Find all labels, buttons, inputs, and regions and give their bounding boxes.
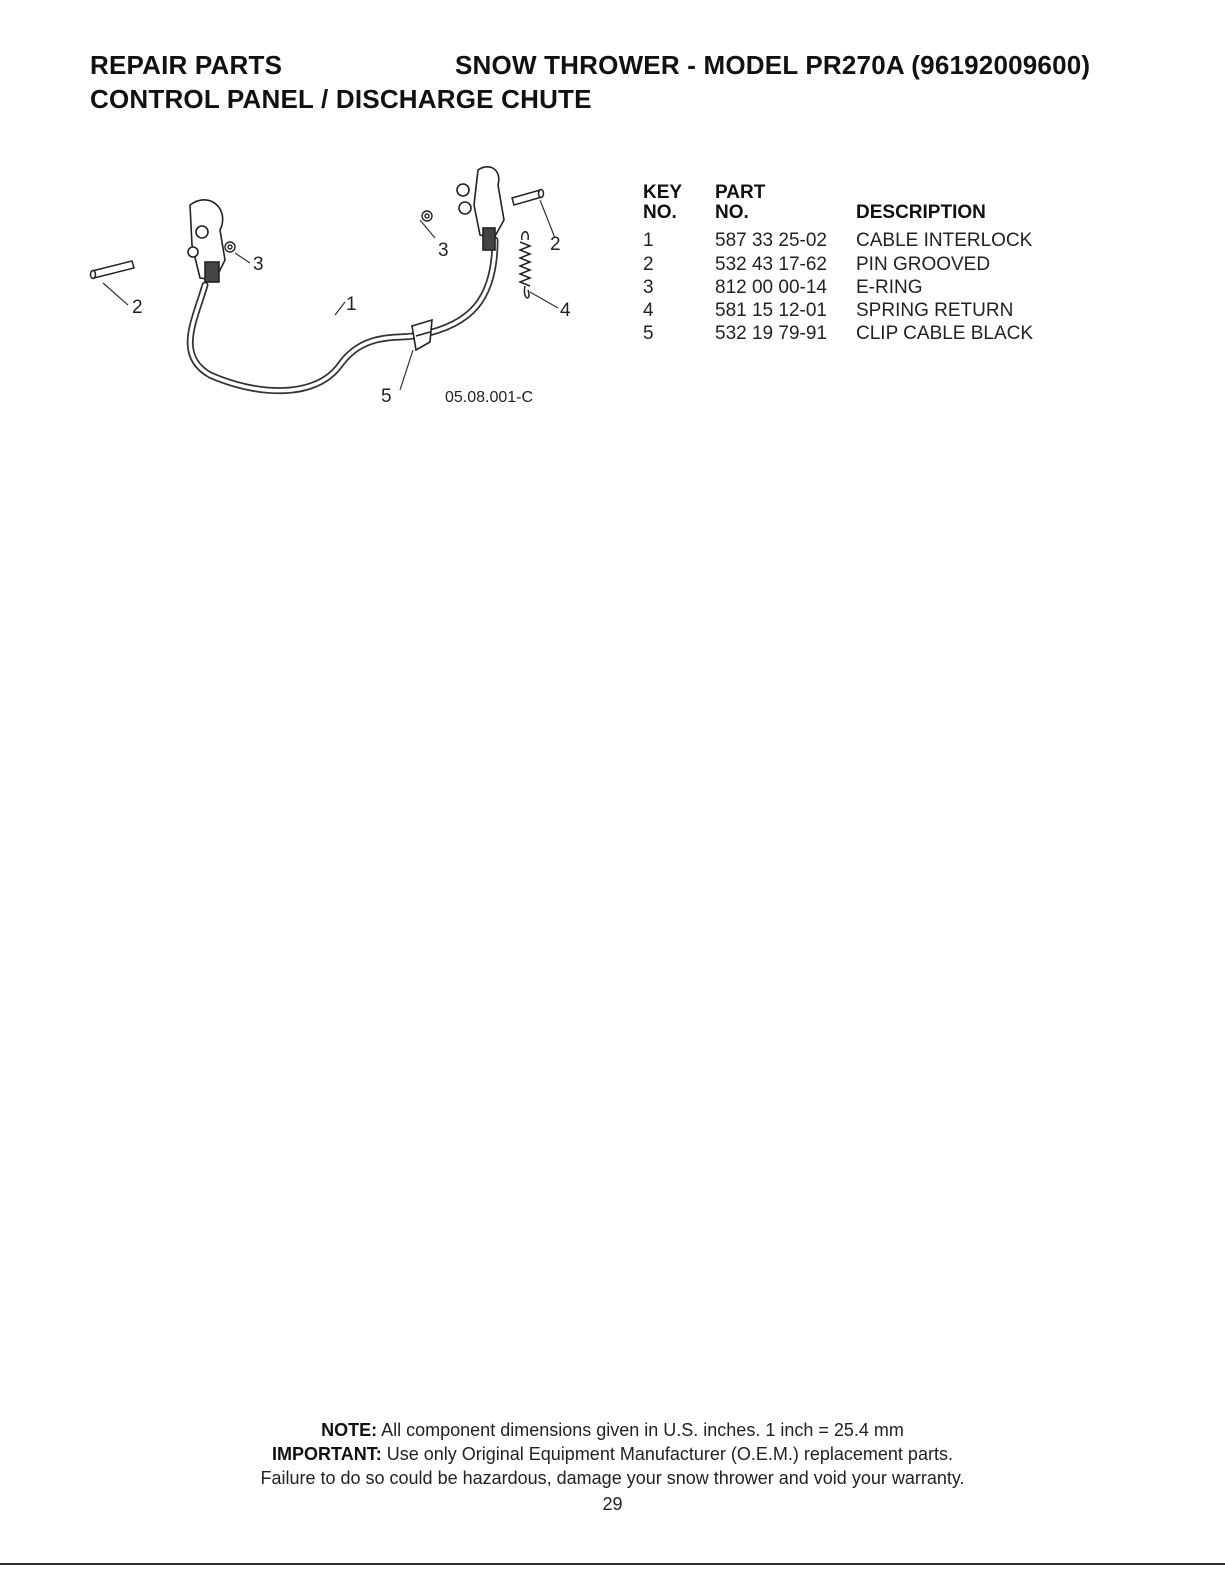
table-row: 1 587 33 25-02 CABLE INTERLOCK (643, 230, 1033, 251)
callout-2-left: 2 (132, 297, 143, 318)
model-title: SNOW THROWER - MODEL PR270A (96192009600) (455, 50, 1091, 80)
table-row: 2 532 43 17-62 PIN GROOVED (643, 254, 991, 275)
pin-grooved-right-drawing (512, 190, 544, 206)
callout-5: 5 (381, 386, 392, 407)
spring-return-drawing (520, 232, 530, 298)
important-line: IMPORTANT: Use only Original Equipment Manufacturer (O.E.M.) replacement parts. (272, 1444, 953, 1464)
callout-2-right: 2 (550, 234, 561, 255)
callout-3-right: 3 (438, 240, 449, 261)
parts-diagram (70, 150, 600, 420)
left-bracket-drawing (188, 200, 225, 282)
page-number: 29 (602, 1494, 623, 1514)
header-key: KEY NO. (643, 182, 683, 223)
note-line: NOTE: All component dimensions given in U.S. inches. 1 inch = 25.4 mm (321, 1420, 904, 1440)
header-part: PART NO. (715, 182, 766, 223)
e-ring-left-drawing (225, 242, 235, 252)
page-subtitle: CONTROL PANEL / DISCHARGE CHUTE (90, 84, 592, 114)
warning-line: Failure to do so could be hazardous, damage your snow thrower and void your warranty. (260, 1468, 965, 1488)
footer-notes (0, 1418, 1225, 1516)
bottom-rule (0, 1563, 1225, 1565)
section-title: REPAIR PARTS (90, 50, 283, 80)
figure-reference: 05.08.001-C (445, 389, 534, 406)
table-row: 4 581 15 12-01 SPRING RETURN (643, 300, 1014, 321)
cable-interlock-drawing (190, 240, 495, 391)
e-ring-right-drawing (422, 211, 432, 221)
callout-3-left: 3 (253, 254, 264, 275)
pin-grooved-left-drawing (91, 261, 135, 279)
callout-4: 4 (560, 300, 571, 321)
table-row: 3 812 00 00-14 E-RING (643, 277, 923, 298)
cable-clip-drawing (412, 320, 432, 350)
callout-1: 1 (346, 294, 357, 315)
table-row: 5 532 19 79-91 CLIP CABLE BLACK (643, 323, 1034, 344)
header-description: DESCRIPTION (856, 202, 986, 223)
